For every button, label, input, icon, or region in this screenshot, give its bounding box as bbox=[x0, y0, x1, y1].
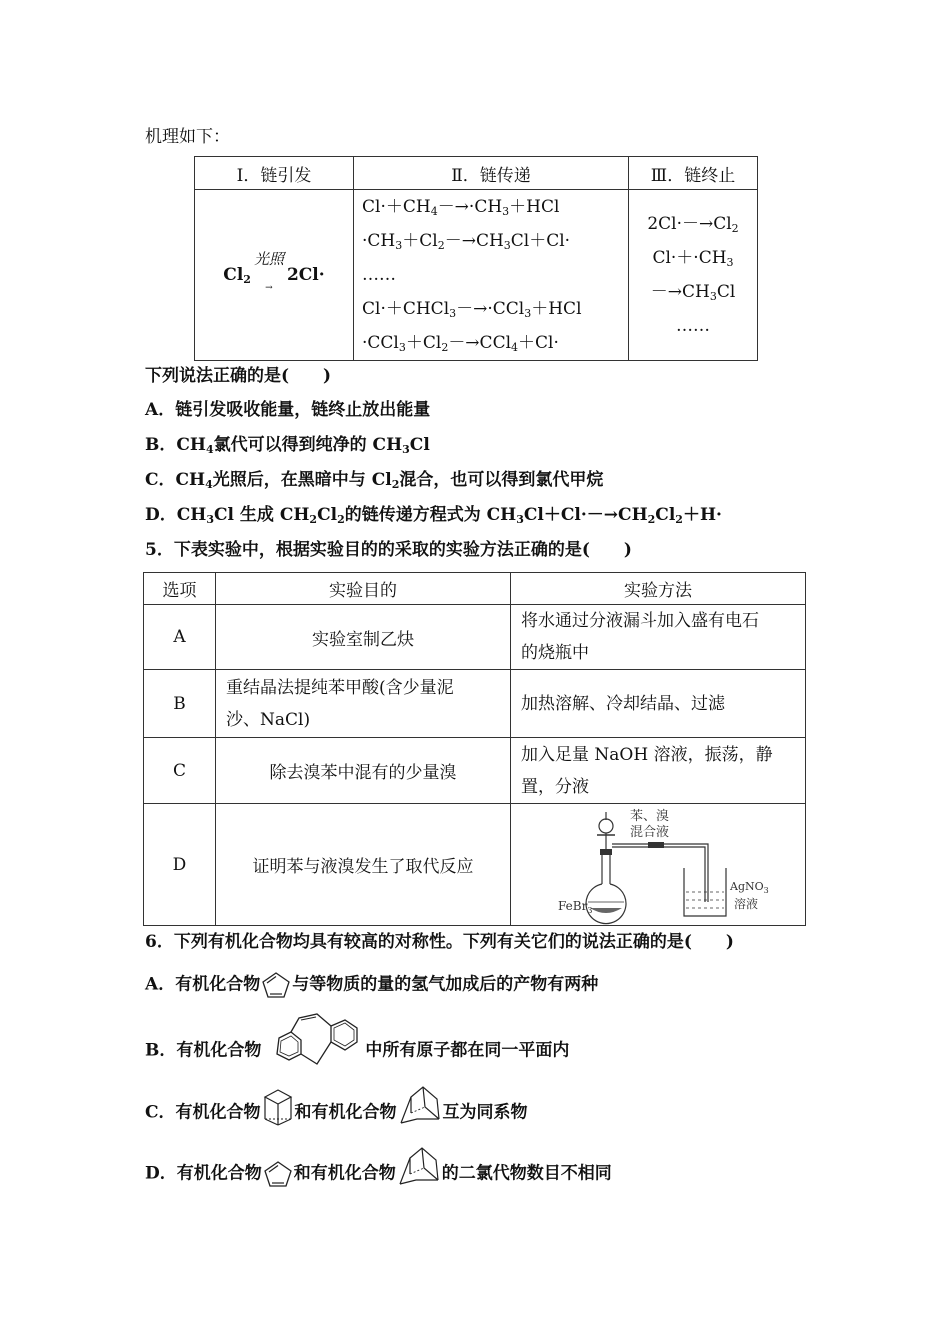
label-mixture-2: 混合液 bbox=[630, 824, 670, 840]
termination-step: $2Cl\cdot-\to Cl_2$ bbox=[647, 214, 739, 235]
initiation-equation: $Cl_2$ 光照 $_\to$2Cl· bbox=[223, 250, 325, 293]
q4-option-b: B．$CH_4$氯代可以得到纯净的 $CH_3Cl$ bbox=[145, 435, 430, 456]
termination-step: $-\to CH_3Cl$ bbox=[650, 282, 736, 303]
q4-stem: 下列说法正确的是( ) bbox=[145, 366, 332, 386]
q6-option-c: C．有机化合物 和有机化合物 互为同系物 bbox=[145, 1097, 528, 1129]
table-row bbox=[144, 738, 806, 804]
row-option: D bbox=[144, 804, 216, 926]
label-catalyst: FeBr bbox=[558, 898, 588, 913]
row-option: B bbox=[144, 670, 216, 738]
label-silver-nitrate: AgNO bbox=[730, 879, 764, 893]
propagation-step: $\cdot CCl_3+Cl_2-\to CCl_4+Cl\cdot$ bbox=[362, 333, 559, 354]
label-silver-nitrate-sub: 3 bbox=[763, 885, 769, 895]
q5-stem: 5．下表实验中，根据实验目的的采取的实验方法正确的是( ) bbox=[145, 540, 632, 560]
cyclopentadiene-icon bbox=[260, 970, 292, 1000]
table-row bbox=[144, 804, 806, 926]
q6-option-a: A．有机化合物 与等物质的量的氢气加成后的产物有两种 bbox=[145, 970, 598, 1000]
propagation-dots: …… bbox=[362, 265, 396, 285]
header-method: 实验方法 bbox=[511, 573, 806, 605]
q4-option-d: D．$CH_3Cl$ 生成 $CH_2Cl_2$的链传递方程式为 $CH_3Cl+Cl\cdot-\to CH_2Cl_2+H\cdot$ bbox=[145, 505, 722, 526]
adamantane-icon bbox=[396, 1144, 442, 1190]
initiation-cell bbox=[195, 190, 354, 361]
dibenzo-cycloheptene-icon bbox=[261, 1010, 365, 1072]
header-termination: Ⅲ．链终止 bbox=[629, 157, 758, 190]
table-row bbox=[144, 605, 806, 670]
header-goal: 实验目的 bbox=[216, 573, 511, 605]
row-method-apparatus bbox=[511, 804, 806, 926]
termination-step: $Cl\cdot+\cdot CH_3$ bbox=[652, 248, 734, 269]
q6-stem: 6．下列有机化合物均具有较高的对称性。下列有关它们的说法正确的是( ) bbox=[145, 932, 734, 952]
q6-option-d: D．有机化合物 和有机化合物 的二氯代物数目不相同 bbox=[145, 1158, 612, 1190]
label-mixture: 苯、溴 bbox=[630, 808, 670, 824]
propagation-step: $Cl\cdot+CH_4-\to\cdot CH_3+HCl$ bbox=[362, 197, 560, 218]
q6-option-b: B．有机化合物 中所有原子都在同一平面内 bbox=[145, 1030, 569, 1072]
row-method: 加入足量 NaOH 溶液，振荡，静 置，分液 bbox=[511, 738, 806, 804]
adamantane-icon bbox=[397, 1083, 443, 1129]
header-initiation: Ⅰ．链引发 bbox=[195, 157, 354, 190]
header-option: 选项 bbox=[144, 573, 216, 605]
table-row bbox=[144, 670, 806, 738]
row-goal: 证明苯与液溴发生了取代反应 bbox=[216, 804, 511, 926]
apparatus-diagram bbox=[558, 806, 769, 924]
row-goal: 实验室制乙炔 bbox=[216, 605, 511, 670]
label-solution: 溶液 bbox=[734, 896, 759, 911]
q4-option-a: A．链引发吸收能量，链终止放出能量 bbox=[145, 400, 431, 420]
svg-text:FeBr3 bbox=[558, 899, 592, 915]
row-option: A bbox=[144, 605, 216, 670]
row-method: 将水通过分液漏斗加入盛有电石 的烧瓶中 bbox=[511, 605, 806, 670]
prismane-icon bbox=[261, 1087, 295, 1129]
intro-text: 机理如下： bbox=[145, 127, 230, 147]
header-propagation: Ⅱ．链传递 bbox=[354, 157, 629, 190]
svg-text:AgNO3 bbox=[729, 880, 769, 895]
light-condition: 光照 bbox=[253, 250, 284, 268]
row-goal: 除去溴苯中混有的少量溴 bbox=[216, 738, 511, 804]
propagation-cell bbox=[354, 190, 629, 361]
experiment-table bbox=[143, 572, 806, 926]
termination-cell bbox=[629, 190, 758, 361]
propagation-step: $\cdot CH_3+Cl_2-\to CH_3Cl+Cl\cdot$ bbox=[362, 231, 571, 252]
row-method: 加热溶解、冷却结晶、过滤 bbox=[511, 670, 806, 738]
q4-option-c: C．$CH_4$光照后，在黑暗中与 $Cl_2$混合，也可以得到氯代甲烷 bbox=[145, 470, 604, 491]
label-catalyst-sub: 3 bbox=[587, 905, 593, 915]
termination-dots: …… bbox=[676, 316, 710, 336]
mechanism-table bbox=[194, 156, 758, 361]
propagation-step: Cl·＋CHCl$_3$－→·CCl$_3$＋HCl bbox=[362, 299, 582, 320]
cyclopentadiene-icon bbox=[262, 1159, 294, 1189]
row-option: C bbox=[144, 738, 216, 804]
row-goal: 重结晶法提纯苯甲酸(含少量泥 沙、NaCl) bbox=[216, 670, 511, 738]
